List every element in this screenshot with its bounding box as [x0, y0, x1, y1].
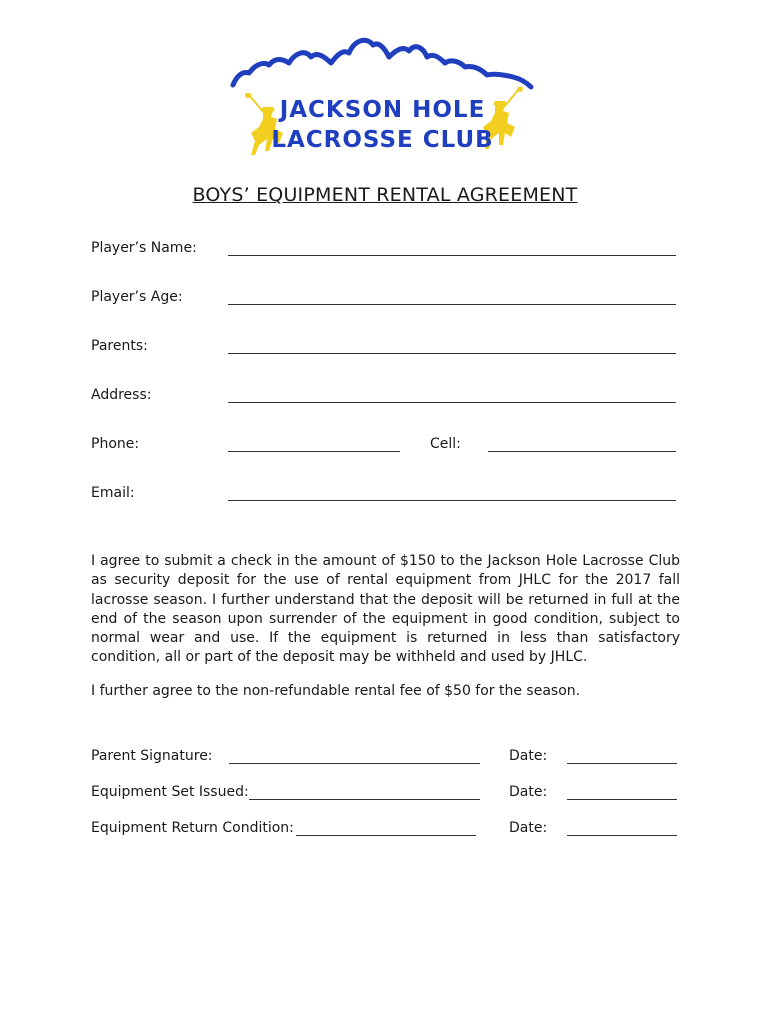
parent-signature-label: Parent Signature: [91, 748, 213, 764]
logo-text-line1: JACKSON HOLE [279, 97, 486, 123]
date-field[interactable] [567, 798, 677, 800]
equipment-return-label: Equipment Return Condition: [91, 820, 294, 836]
cell-field[interactable] [488, 450, 676, 452]
email-label: Email: [91, 485, 135, 501]
date-label: Date: [509, 820, 548, 836]
date-field[interactable] [567, 834, 677, 836]
equipment-return-field[interactable] [296, 834, 476, 836]
rental-fee-paragraph: I further agree to the non-refundable rental fee of $50 for the season. [91, 683, 581, 699]
date-label: Date: [509, 748, 548, 764]
deposit-agreement-paragraph: I agree to submit a check in the amount of $150 to the Jackson Hole Lacrosse Club as security deposit for the use of rental equipment from JHLC for the 2017 fall lacrosse season. I further understand that the deposit will be returned in full at the end of the season upon surrender of the equipment in good condition, subject to normal wear and use. If the equipment is returned in less than satisfactory condition, all or part of the deposit may be withheld and used by JHLC. [91, 553, 680, 666]
club-logo [225, 35, 540, 165]
address-label: Address: [91, 387, 152, 403]
equipment-issued-field[interactable] [249, 798, 480, 800]
players-name-label: Player’s Name: [91, 240, 197, 256]
parent-signature-field[interactable] [229, 762, 480, 764]
logo-text-line2: LACROSSE CLUB [271, 127, 494, 153]
players-name-field[interactable] [228, 254, 676, 256]
parents-label: Parents: [91, 338, 148, 354]
players-age-label: Player’s Age: [91, 289, 183, 305]
email-field[interactable] [228, 499, 676, 501]
phone-field[interactable] [228, 450, 400, 452]
date-label: Date: [509, 784, 548, 800]
phone-label: Phone: [91, 436, 140, 452]
address-field[interactable] [228, 401, 676, 403]
parents-field[interactable] [228, 352, 676, 354]
cell-label: Cell: [430, 436, 461, 452]
date-field[interactable] [567, 762, 677, 764]
page-title: BOYS’ EQUIPMENT RENTAL AGREEMENT [192, 184, 578, 206]
equipment-issued-label: Equipment Set Issued: [91, 784, 249, 800]
players-age-field[interactable] [228, 303, 676, 305]
